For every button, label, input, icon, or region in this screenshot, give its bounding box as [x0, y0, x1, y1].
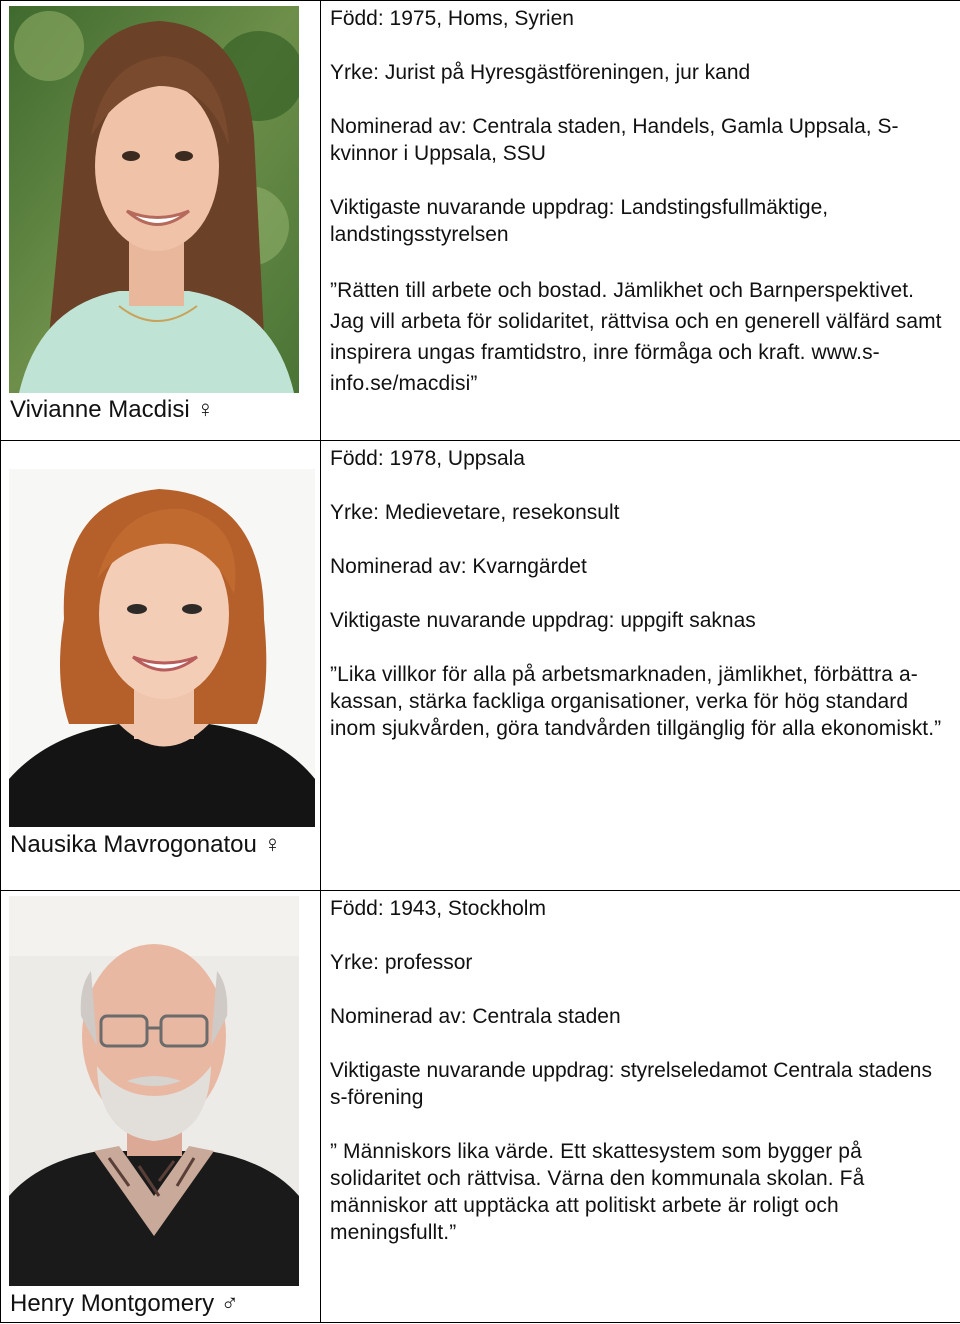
female-icon: ♀ — [263, 831, 282, 858]
candidate-row — [1, 441, 960, 891]
birth-text: Född: 1975, Homs, Syrien — [330, 7, 574, 30]
candidate-photo-3 — [9, 896, 299, 1286]
photo-cell — [1, 1, 321, 441]
candidate-photo-2 — [9, 469, 315, 827]
quote-text: ”Rätten till arbete och bostad. Jämlikhet och Barnperspektivet. Jag vill arbeta för solidaritet, rättvisa och en generell välfärd samt inspirera ungas framtidstro, inre förmåga och kraft. www.s-info.se/macdisi” — [330, 279, 942, 395]
assignment-text: Viktigaste nuvarande uppdrag: styrelseledamot Centrala stadens s-förening — [330, 1059, 932, 1109]
candidate-row — [1, 1, 960, 441]
quote-text: ” Människors lika värde. Ett skattesystem som bygger på solidaritet och rättvisa. Värna den kommunala skolan. Få människor att upptäcka att politiskt arbete är roligt och meningsfullt.” — [330, 1140, 865, 1244]
name-text: Vivianne Macdisi — [10, 396, 190, 423]
quote-text: ”Lika villkor för alla på arbetsmarknaden, jämlikhet, förbättra a-kassan, stärka fackliga organisationer, verka för hög standard inom sjukvården, göra tandvården tillgänglig för alla ekonomiskt.” — [330, 663, 942, 740]
female-icon: ♀ — [196, 396, 215, 423]
assignment-text: Viktigaste nuvarande uppdrag: Landstingsfullmäktige, landstingsstyrelsen — [330, 196, 829, 246]
candidate-row — [1, 891, 960, 1323]
name-text: Nausika Mavrogonatou — [10, 831, 257, 858]
name-text: Henry Montgomery — [10, 1290, 215, 1317]
profession-text: Yrke: Medievetare, resekonsult — [330, 501, 620, 524]
nominated-text: Nominerad av: Kvarngärdet — [330, 555, 587, 578]
candidate-name-2 — [10, 831, 310, 859]
info-cell — [321, 1, 960, 441]
profession-text: Yrke: Jurist på Hyresgästföreningen, jur kand — [330, 61, 751, 84]
birth-text: Född: 1978, Uppsala — [330, 447, 525, 470]
birth-text: Född: 1943, Stockholm — [330, 897, 546, 920]
profession-text: Yrke: professor — [330, 951, 473, 974]
info-cell — [321, 441, 960, 891]
male-icon: ♂ — [220, 1290, 239, 1317]
nominated-text: Nominerad av: Centrala staden — [330, 1005, 621, 1028]
assignment-text: Viktigaste nuvarande uppdrag: uppgift saknas — [330, 609, 756, 632]
photo-cell — [1, 441, 321, 891]
photo-cell — [1, 891, 321, 1323]
candidate-name-1 — [10, 396, 214, 424]
info-cell — [321, 891, 960, 1323]
candidate-name-3 — [10, 1290, 239, 1318]
candidate-photo-1 — [9, 6, 299, 393]
nominated-text: Nominerad av: Centrala staden, Handels, Gamla Uppsala, S-kvinnor i Uppsala, SSU — [330, 115, 899, 165]
